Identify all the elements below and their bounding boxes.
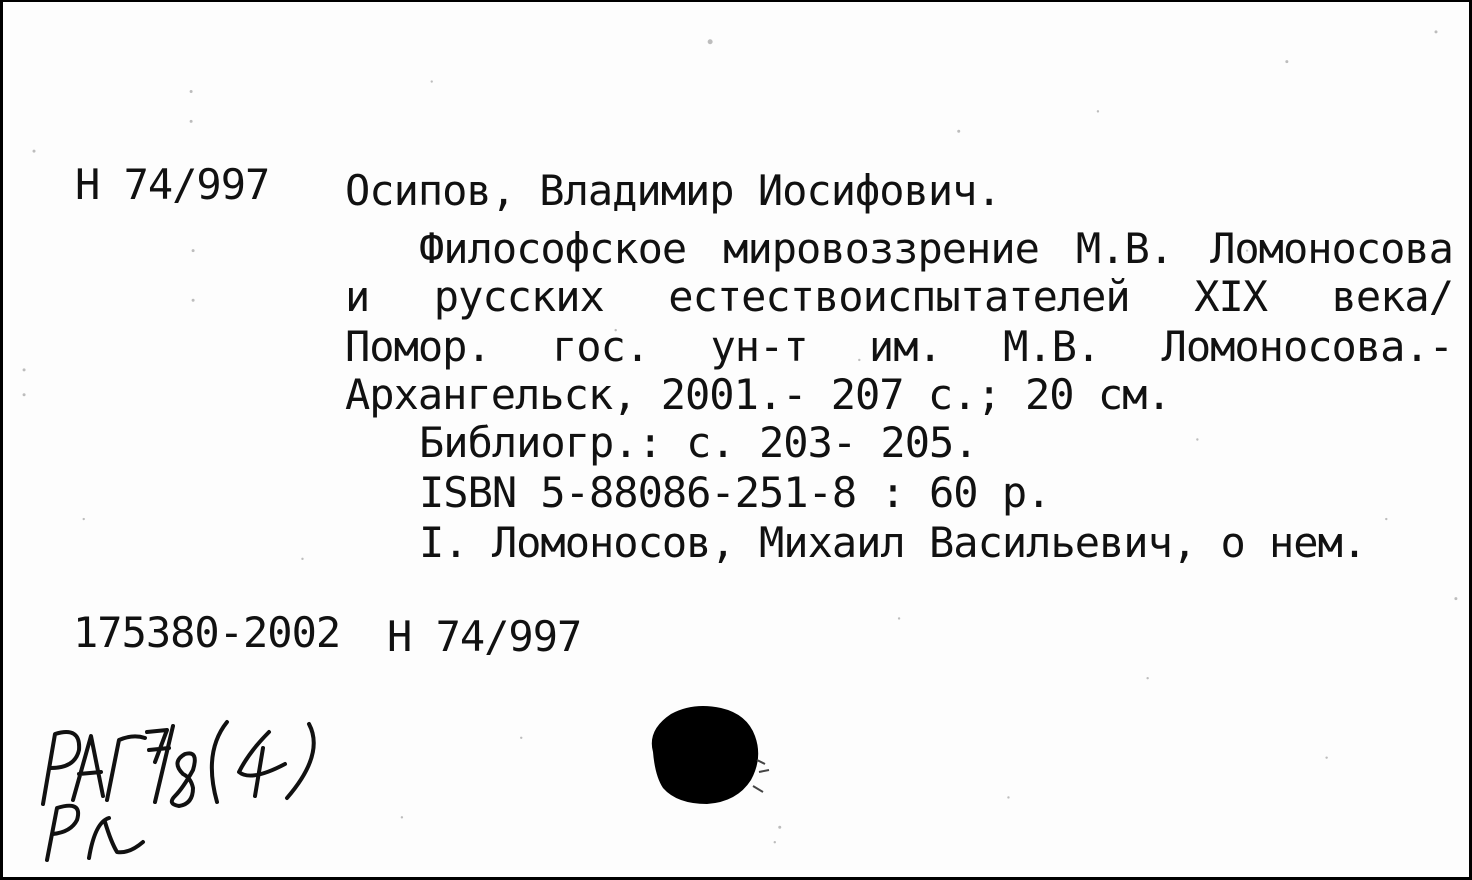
handwritten-note: [33, 692, 363, 872]
title-word: века/: [1331, 272, 1453, 321]
title-word: русских: [433, 272, 604, 321]
author-heading: Осипов, Владимир Иосифович.: [345, 166, 1001, 215]
title-line-1: [419, 224, 1453, 273]
title-word: и: [345, 272, 370, 321]
title-line-2: [345, 272, 1453, 321]
imprint: Архангельск, 2001.- 207 с.; 20 см.: [345, 370, 1171, 419]
title-word: М.В.: [1003, 322, 1101, 371]
subject-entry: I. Ломоносов, Михаил Васильевич, о нем.: [419, 518, 1367, 567]
title-word: мировоззрение: [723, 224, 1039, 273]
filing-hole: [641, 700, 773, 812]
title-word: М.В.: [1075, 224, 1174, 273]
title-word: гос.: [552, 322, 650, 371]
title-word: им.: [868, 322, 942, 371]
call-number-bottom: Н 74/997: [387, 612, 582, 661]
bibliography-note: Библиогр.: с. 203- 205.: [419, 418, 978, 467]
title-word: естествоиспытателей: [668, 272, 1130, 321]
title-word: Философское: [419, 224, 687, 273]
title-word: Ломоносова.-: [1161, 322, 1453, 371]
call-number: Н 74/997: [75, 160, 270, 209]
title-word: Ломоносова: [1210, 224, 1453, 273]
title-word: XIX: [1194, 272, 1268, 321]
isbn-price: ISBN 5-88086-251-8 : 60 р.: [419, 468, 1051, 517]
title-line-3: [345, 322, 1453, 371]
title-word: ун-т: [710, 322, 808, 371]
title-word: Помор.: [345, 322, 491, 371]
accession-number: 175380-2002: [73, 608, 341, 657]
